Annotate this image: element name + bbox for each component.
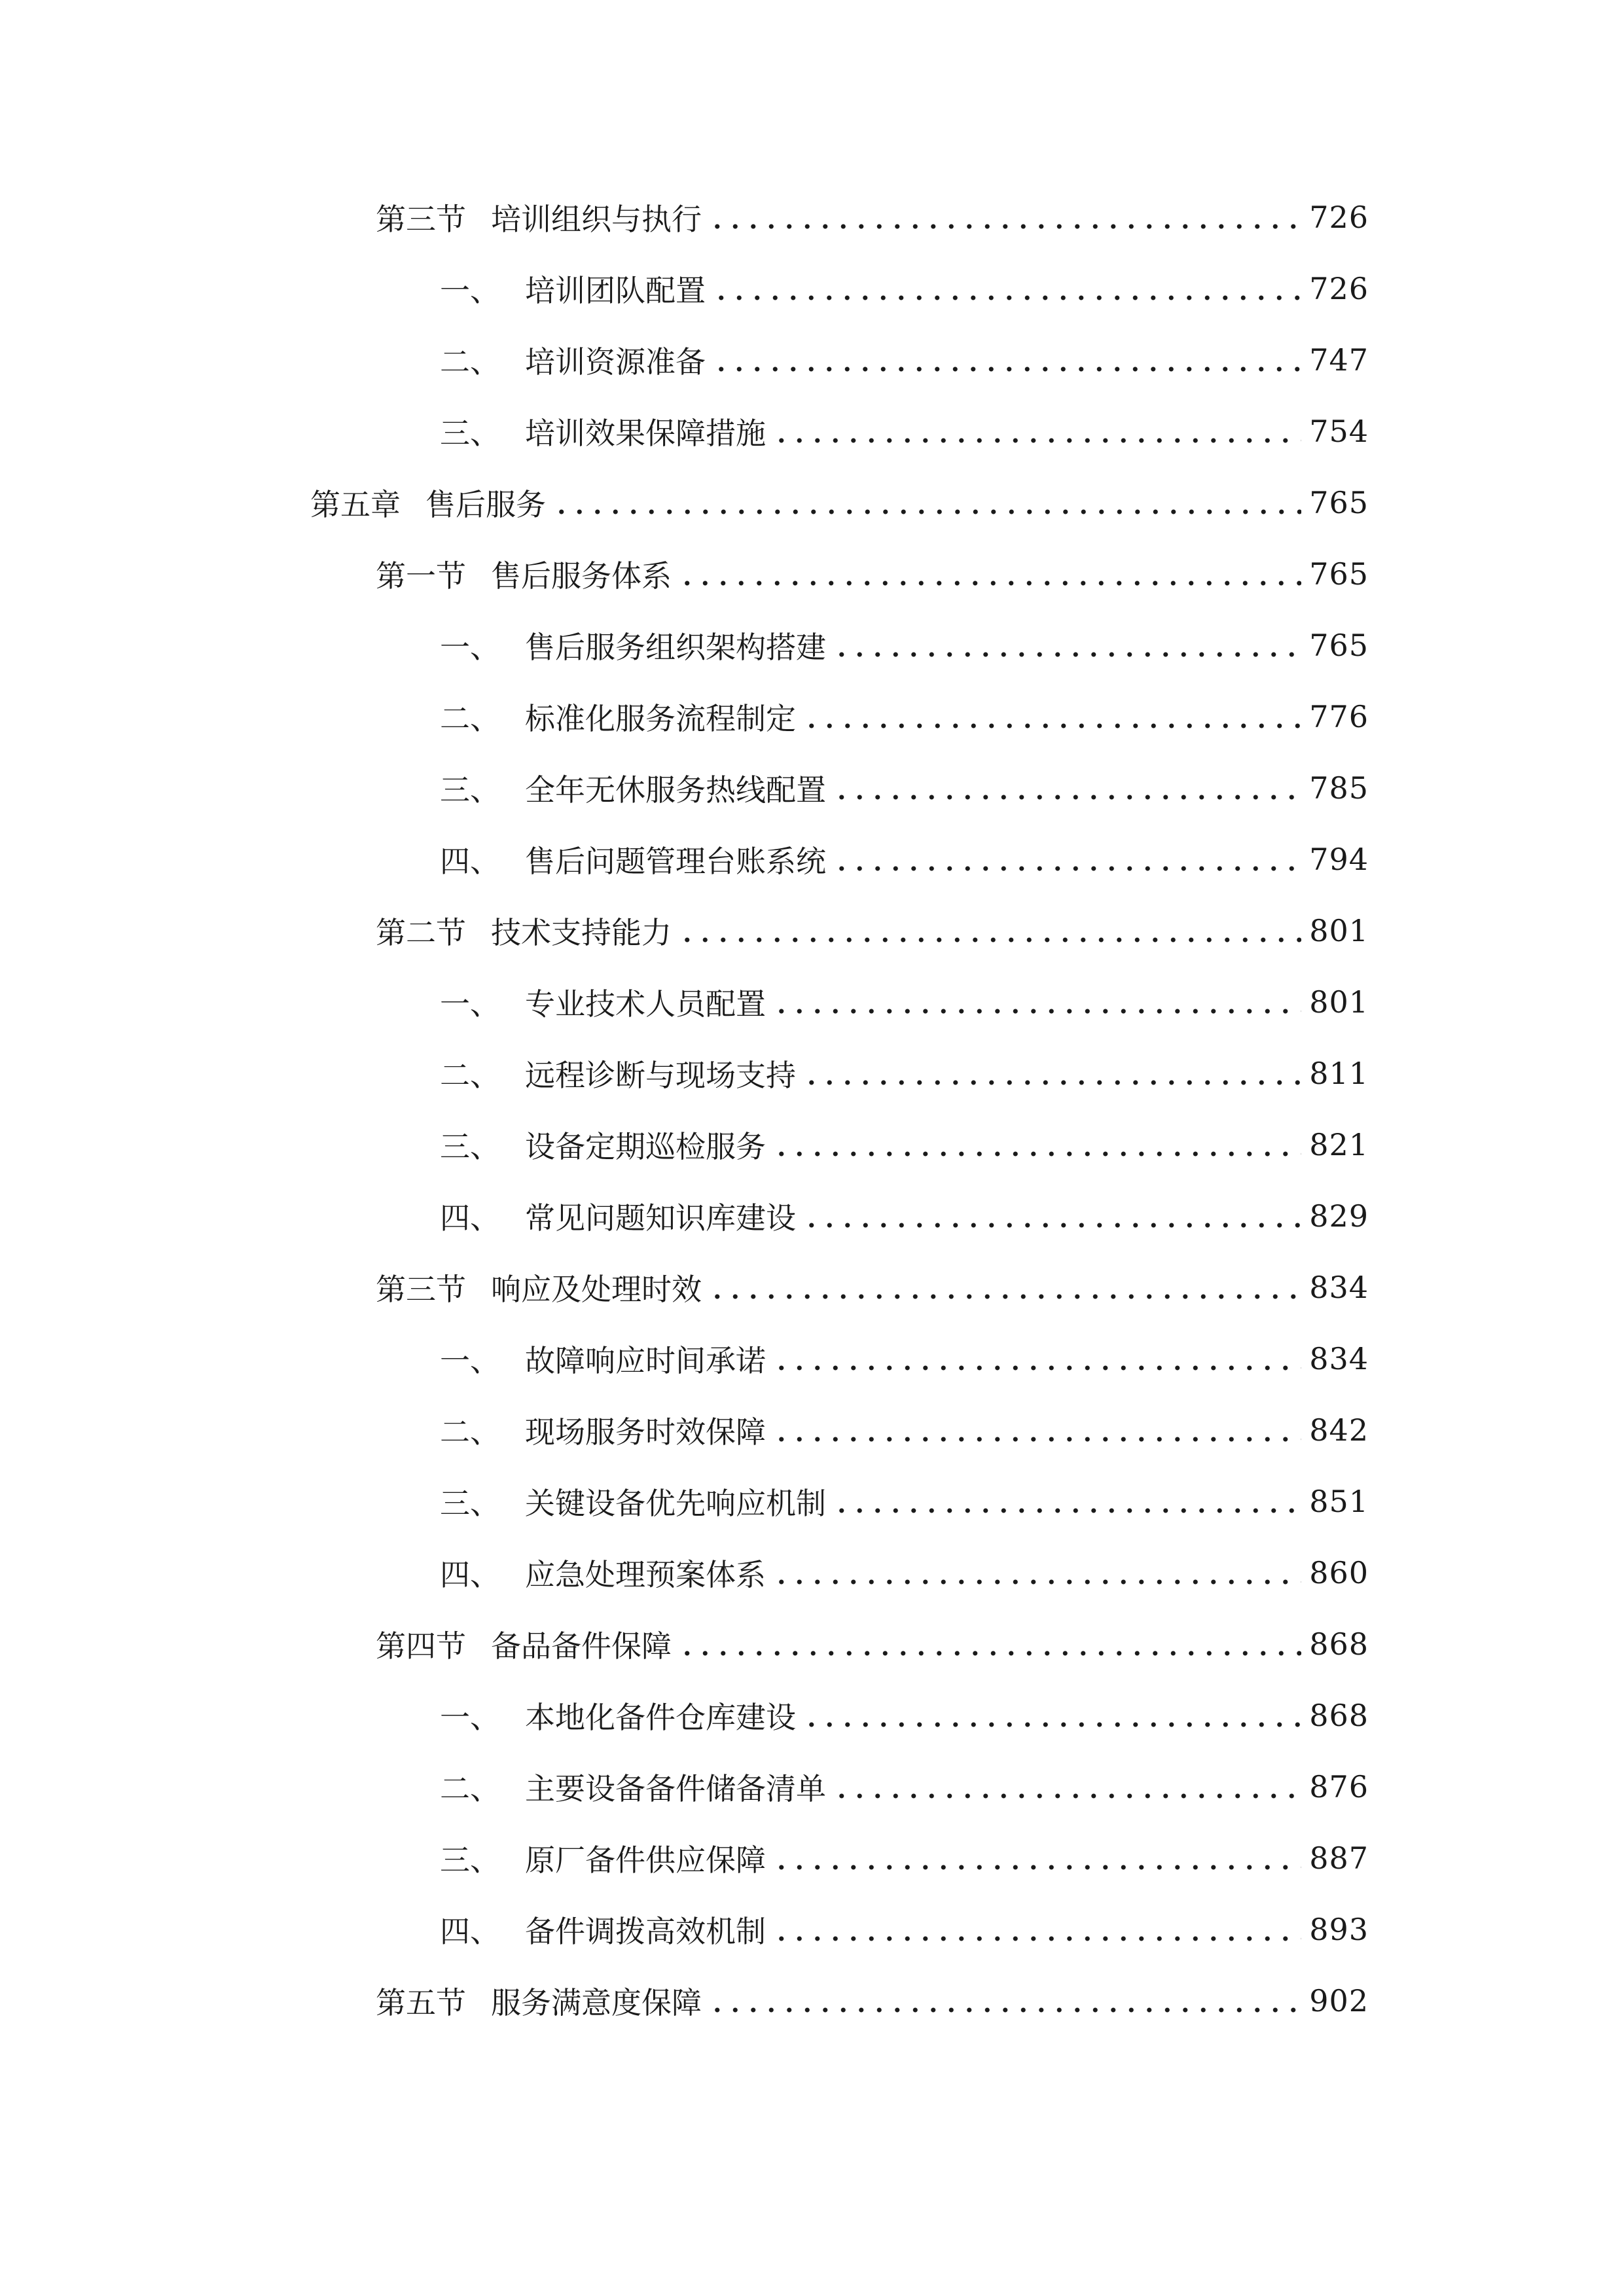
toc-entry-title: 培训组织与执行 — [491, 202, 702, 237]
toc-entry-subsection[interactable] — [440, 691, 1369, 743]
toc-entry-page-number: 868 — [1309, 1626, 1369, 1662]
toc-entry-prefix: 第三节 — [376, 202, 466, 237]
toc-entry-page-number: 876 — [1309, 1769, 1369, 1804]
toc-entry-prefix: 三、 — [440, 1842, 500, 1878]
toc-entry-prefix: 一、 — [440, 1700, 500, 1735]
dot-leader — [833, 619, 1301, 672]
toc-entry-page-number: 902 — [1309, 1983, 1369, 2018]
toc-entry-title: 售后服务体系 — [491, 558, 672, 594]
toc-entry-section[interactable] — [376, 905, 1369, 957]
toc-entry-title: 培训团队配置 — [525, 273, 706, 308]
toc-entry-title: 响应及处理时效 — [491, 1272, 702, 1307]
toc-entry-page-number: 842 — [1309, 1412, 1369, 1448]
dot-leader — [772, 1903, 1301, 1956]
toc-entry-subsection[interactable] — [440, 1404, 1369, 1456]
toc-entry-section[interactable] — [376, 1261, 1369, 1314]
toc-entry-title: 本地化备件仓库建设 — [525, 1700, 796, 1735]
dot-leader — [833, 1761, 1301, 1813]
toc-entry-title: 备件调拨高效机制 — [525, 1914, 766, 1949]
toc-entry-title: 售后服务组织架构搭建 — [525, 630, 826, 665]
toc-entry-prefix: 第二节 — [376, 915, 466, 950]
dot-leader — [772, 1404, 1301, 1456]
dot-leader — [772, 405, 1301, 457]
toc-entry-subsection[interactable] — [440, 1832, 1369, 1884]
toc-entry-prefix: 四、 — [440, 1557, 500, 1592]
toc-entry-page-number: 765 — [1309, 556, 1369, 592]
toc-entry-title: 设备定期巡检服务 — [525, 1129, 766, 1164]
toc-entry-subsection[interactable] — [440, 619, 1369, 672]
toc-entry-subsection[interactable] — [440, 334, 1369, 386]
dot-leader — [803, 1190, 1301, 1242]
toc-entry-subsection[interactable] — [440, 1475, 1369, 1528]
toc-entry-page-number: 776 — [1309, 699, 1369, 734]
toc-entry-prefix: 三、 — [440, 772, 500, 808]
toc-entry-page-number: 821 — [1309, 1127, 1369, 1162]
toc-entry-title: 应急处理预案体系 — [525, 1557, 766, 1592]
dot-leader — [552, 476, 1301, 529]
toc-entry-title: 常见问题知识库建设 — [525, 1200, 796, 1236]
toc-entry-title: 远程诊断与现场支持 — [525, 1058, 796, 1093]
toc-entry-prefix: 一、 — [440, 1343, 500, 1378]
toc-entry-title: 主要设备备件储备清单 — [525, 1771, 826, 1806]
toc-entry-prefix: 二、 — [440, 1414, 500, 1450]
toc-entry-page-number: 726 — [1309, 271, 1369, 306]
dot-leader — [803, 1047, 1301, 1100]
toc-entry-title: 原厂备件供应保障 — [525, 1842, 766, 1878]
toc-entry-page-number: 801 — [1309, 913, 1369, 948]
toc-entry-title: 现场服务时效保障 — [525, 1414, 766, 1450]
toc-entry-title: 培训效果保障措施 — [525, 416, 766, 451]
toc-entry-prefix: 第一节 — [376, 558, 466, 594]
toc-entry-subsection[interactable] — [440, 1333, 1369, 1385]
toc-entry-page-number: 834 — [1309, 1341, 1369, 1376]
toc-entry-prefix: 第三节 — [376, 1272, 466, 1307]
toc-entry-page-number: 765 — [1309, 628, 1369, 663]
toc-entry-section[interactable] — [376, 1975, 1369, 2027]
toc-entry-subsection[interactable] — [440, 262, 1369, 315]
toc-entry-title: 专业技术人员配置 — [525, 986, 766, 1022]
toc-entry-prefix: 二、 — [440, 1771, 500, 1806]
dot-leader — [712, 262, 1301, 315]
toc-entry-title: 故障响应时间承诺 — [525, 1343, 766, 1378]
toc-entry-page-number: 801 — [1309, 984, 1369, 1020]
dot-leader — [772, 1333, 1301, 1385]
toc-entry-prefix: 三、 — [440, 1129, 500, 1164]
toc-entry-page-number: 785 — [1309, 770, 1369, 806]
toc-entry-title: 关键设备优先响应机制 — [525, 1486, 826, 1521]
toc-entry-prefix: 二、 — [440, 344, 500, 380]
toc-entry-chapter[interactable] — [310, 476, 1369, 529]
toc-entry-prefix: 三、 — [440, 1486, 500, 1521]
toc-entry-section[interactable] — [376, 1618, 1369, 1670]
toc-entry-prefix: 一、 — [440, 273, 500, 308]
dot-leader — [708, 1261, 1301, 1314]
dot-leader — [772, 1832, 1301, 1884]
dot-leader — [833, 1475, 1301, 1528]
toc-entry-subsection[interactable] — [440, 1119, 1369, 1171]
toc-entry-subsection[interactable] — [440, 762, 1369, 814]
toc-entry-prefix: 二、 — [440, 1058, 500, 1093]
toc-entry-prefix: 一、 — [440, 986, 500, 1022]
toc-entry-page-number: 794 — [1309, 842, 1369, 877]
toc-entry-title: 技术支持能力 — [491, 915, 672, 950]
toc-entry-title: 售后服务 — [425, 487, 546, 522]
dot-leader — [803, 1689, 1301, 1742]
toc-entry-page-number: 747 — [1309, 342, 1369, 378]
dot-leader — [833, 762, 1301, 814]
toc-entry-section[interactable] — [376, 191, 1369, 243]
toc-entry-subsection[interactable] — [440, 1047, 1369, 1100]
toc-entry-page-number: 851 — [1309, 1484, 1369, 1519]
dot-leader — [833, 833, 1301, 886]
dot-leader — [772, 1119, 1301, 1171]
toc-entry-title: 售后问题管理台账系统 — [525, 844, 826, 879]
toc-entry-page-number: 834 — [1309, 1270, 1369, 1305]
dot-leader — [772, 1547, 1301, 1599]
toc-entry-page-number: 726 — [1309, 200, 1369, 235]
dot-leader — [708, 1975, 1301, 2027]
toc-entry-prefix: 四、 — [440, 844, 500, 879]
toc-entry-page-number: 893 — [1309, 1912, 1369, 1947]
toc-entry-prefix: 一、 — [440, 630, 500, 665]
toc-entry-subsection[interactable] — [440, 976, 1369, 1028]
toc-entry-prefix: 第四节 — [376, 1628, 466, 1664]
toc-entry-title: 备品备件保障 — [491, 1628, 672, 1664]
toc-entry-page-number: 811 — [1309, 1056, 1369, 1091]
toc-entry-subsection[interactable] — [440, 1761, 1369, 1813]
dot-leader — [678, 1618, 1301, 1670]
toc-entry-prefix: 第五章 — [310, 487, 401, 522]
toc-entry-page-number: 765 — [1309, 485, 1369, 520]
toc-entry-prefix: 二、 — [440, 701, 500, 736]
toc-entry-page-number: 860 — [1309, 1555, 1369, 1590]
toc-entry-title: 全年无休服务热线配置 — [525, 772, 826, 808]
toc-entry-prefix: 三、 — [440, 416, 500, 451]
toc-entry-section[interactable] — [376, 548, 1369, 600]
toc-entry-prefix: 四、 — [440, 1914, 500, 1949]
toc-entry-page-number: 887 — [1309, 1840, 1369, 1876]
toc-entry-prefix: 第五节 — [376, 1985, 466, 2020]
toc-entry-subsection[interactable] — [440, 833, 1369, 886]
dot-leader — [678, 548, 1301, 600]
toc-entry-page-number: 829 — [1309, 1198, 1369, 1234]
toc-entry-title: 培训资源准备 — [525, 344, 706, 380]
toc-entry-title: 标准化服务流程制定 — [525, 701, 796, 736]
dot-leader — [772, 976, 1301, 1028]
dot-leader — [803, 691, 1301, 743]
dot-leader — [712, 334, 1301, 386]
dot-leader — [708, 191, 1301, 243]
dot-leader — [678, 905, 1301, 957]
toc-entry-prefix: 四、 — [440, 1200, 500, 1236]
toc-entry-subsection[interactable] — [440, 1547, 1369, 1599]
toc-entry-subsection[interactable] — [440, 1903, 1369, 1956]
toc-entry-page-number: 754 — [1309, 414, 1369, 449]
toc-entry-page-number: 868 — [1309, 1698, 1369, 1733]
toc-entry-title: 服务满意度保障 — [491, 1985, 702, 2020]
toc-entry-subsection[interactable] — [440, 1190, 1369, 1242]
toc-entry-subsection[interactable] — [440, 1689, 1369, 1742]
toc-entry-subsection[interactable] — [440, 405, 1369, 457]
